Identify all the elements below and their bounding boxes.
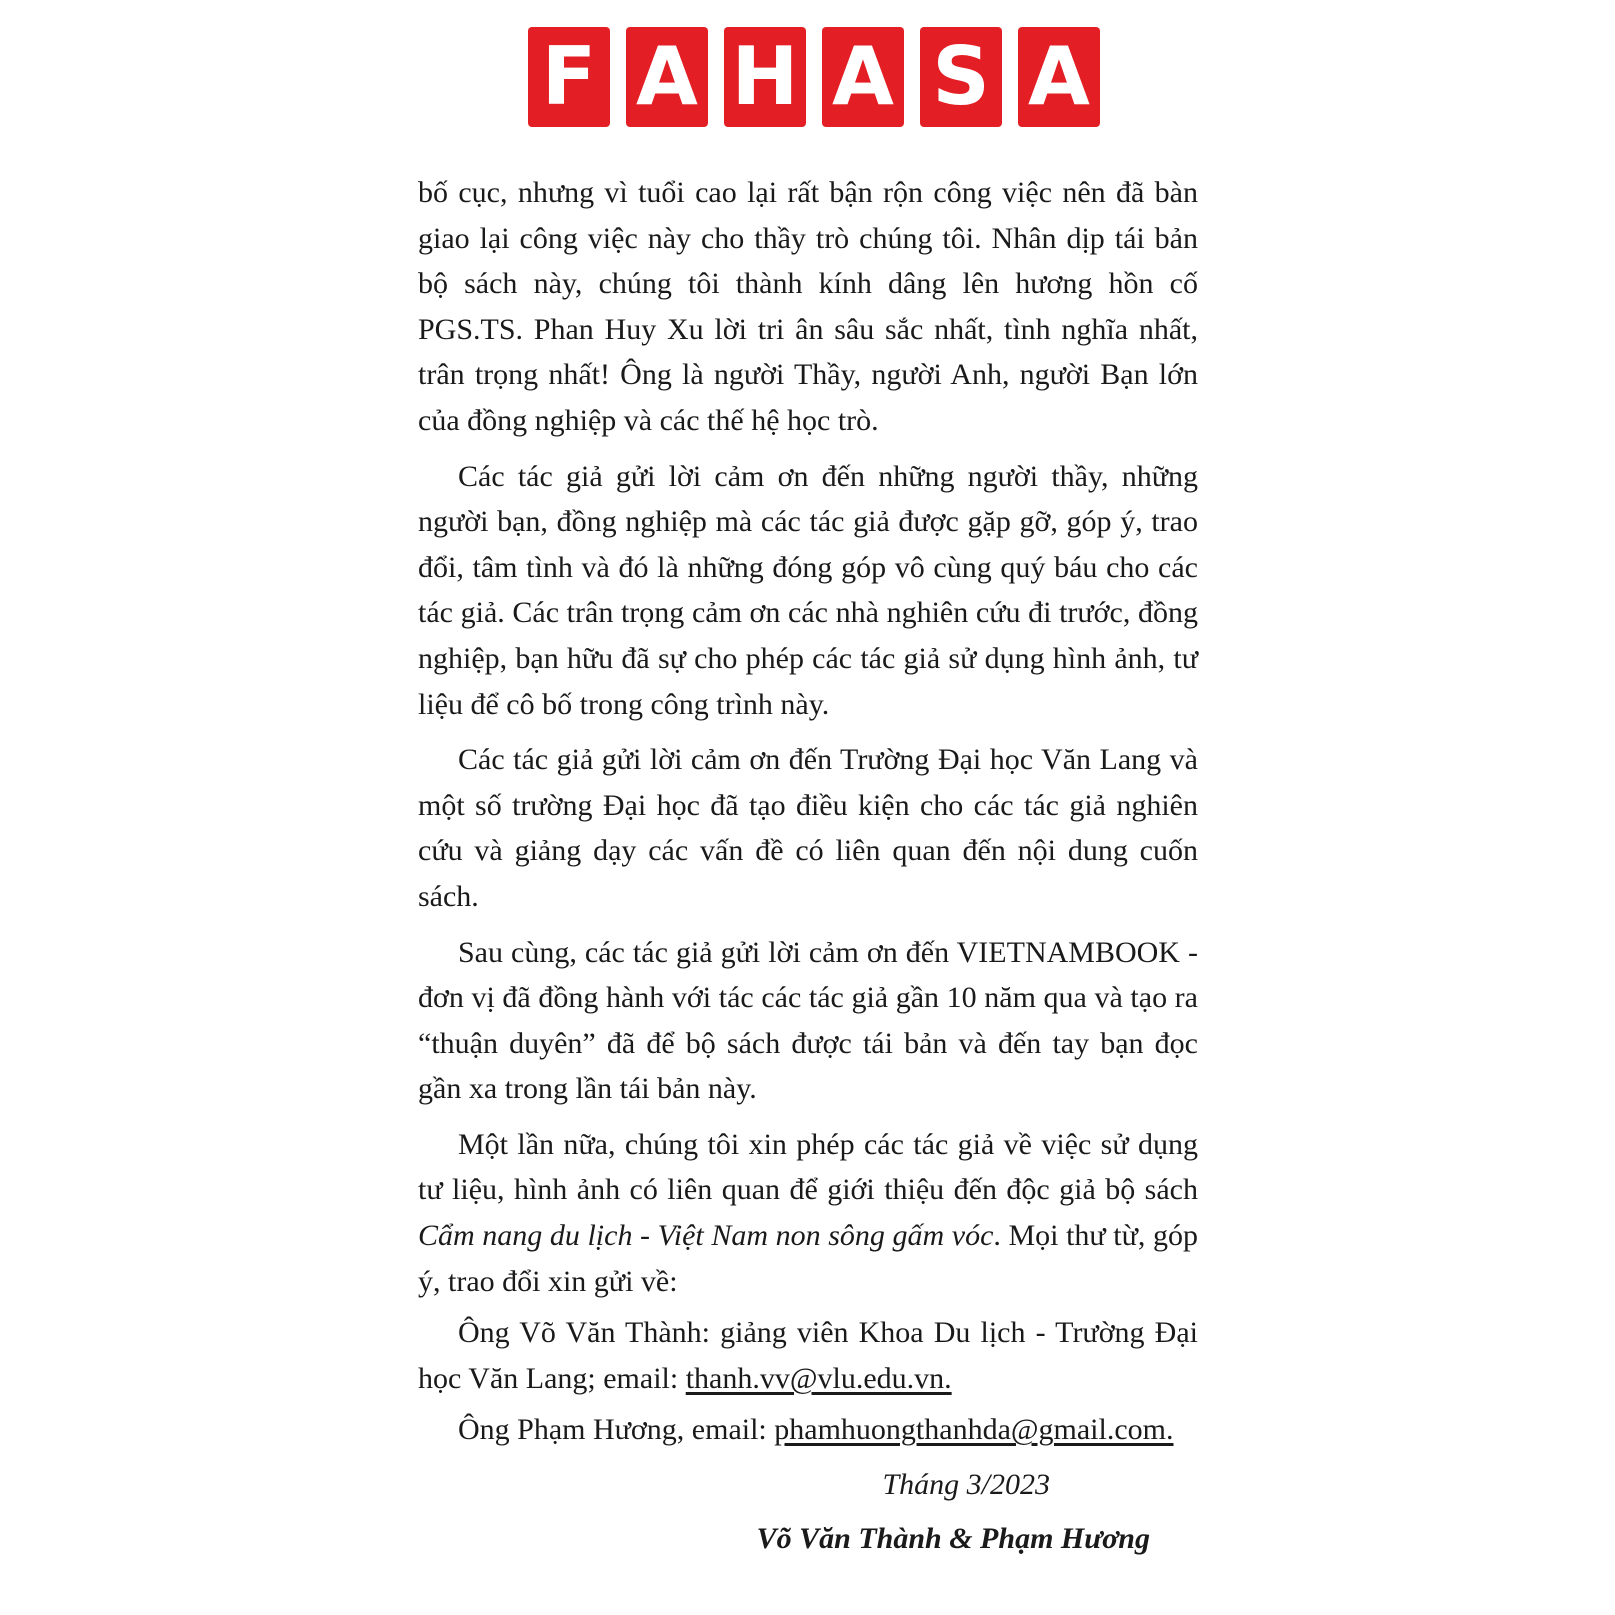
permission-text: Một lần nữa, chúng tôi xin phép các tác giả về việc sử dụng tư liệu, hình ảnh có liên quan để giới thiệu đến độc giả bộ sách [418, 1127, 1198, 1207]
contact-vo-van-thanh [418, 1310, 1198, 1401]
contact-pham-huong [418, 1407, 1198, 1453]
logo-letter: A [1028, 30, 1090, 123]
date-line: Tháng 3/2023 [882, 1468, 1050, 1502]
logo-letter: A [832, 30, 894, 123]
paragraph-thanks-university: Các tác giả gửi lời cảm ơn đến Trường Đại học Văn Lang và một số trường Đại học đã tạo điều kiện cho các tác giả nghiên cứu và giảng dạy các vấn đề có liên quan đến nội dung cuốn sách. [418, 743, 1198, 913]
email-link[interactable]: phamhuongthanhda@gmail.com. [774, 1413, 1174, 1447]
contact-text: Ông Phạm Hương, email: [458, 1413, 775, 1447]
logo-tile [920, 27, 1002, 127]
logo-tile [724, 27, 806, 127]
paragraph-tribute: bố cục, nhưng vì tuổi cao lại rất bận rộn công việc nên đã bàn giao lại công việc này cho thầy trò chúng tôi. Nhân dịp tái bản bộ sách này, chúng tôi thành kính dâng lên hương hồn cố PGS.TS. Phan Huy Xu lời tri ân sâu sắc nhất, tình nghĩa nhất, trân trọng nhất! Ông là người Thầy, người Anh, người Bạn lớn của đồng nghiệp và các thế hệ học trò. [418, 176, 1198, 437]
logo-tile [1018, 27, 1100, 127]
fahasa-logo [528, 27, 1100, 127]
logo-letter: S [932, 30, 990, 123]
logo-tile [528, 27, 610, 127]
logo-letter: A [636, 30, 698, 123]
paragraph-permission [418, 1122, 1198, 1304]
book-title: Cẩm nang du lịch - Việt Nam non sông gấm vóc [418, 1219, 994, 1253]
contact-text: Ông Võ Văn Thành: giảng viên Khoa Du lịch - Trường Đại học Văn Lang; email: [418, 1316, 1198, 1395]
logo-tile [822, 27, 904, 127]
paragraph-thanks-publisher: Sau cùng, các tác giả gửi lời cảm ơn đến VIETNAMBOOK - đơn vị đã đồng hành với tác các tác giả gần 10 năm qua và tạo ra “thuận duyên” đã để bộ sách được tái bản và đến tay bạn đọc gần xa trong lần tái bản này. [418, 935, 1198, 1106]
document-page [418, 170, 1198, 1567]
permission-text-end: . Mọi thư từ, góp ý, trao đổi xin gửi về: [418, 1219, 1198, 1298]
logo-letter: H [731, 30, 799, 123]
email-link[interactable]: thanh.vv@vlu.edu.vn. [685, 1361, 952, 1395]
paragraph-thanks-teachers: Các tác giả gửi lời cảm ơn đến những người thầy, những người bạn, đồng nghiệp mà các tác giả được gặp gỡ, góp ý, trao đổi, tâm tình và đó là những đóng góp vô cùng quý báu cho các tác giả. Các trân trọng cảm ơn các nhà nghiên cứu đi trước, đồng nghiệp, bạn hữu đã sự cho phép các tác giả sử dụng hình ảnh, tư liệu để cô bố trong công trình này. [418, 459, 1198, 721]
signature: Võ Văn Thành & Phạm Hương [756, 1522, 1150, 1556]
logo-letter: F [541, 30, 597, 123]
logo-tile [626, 27, 708, 127]
